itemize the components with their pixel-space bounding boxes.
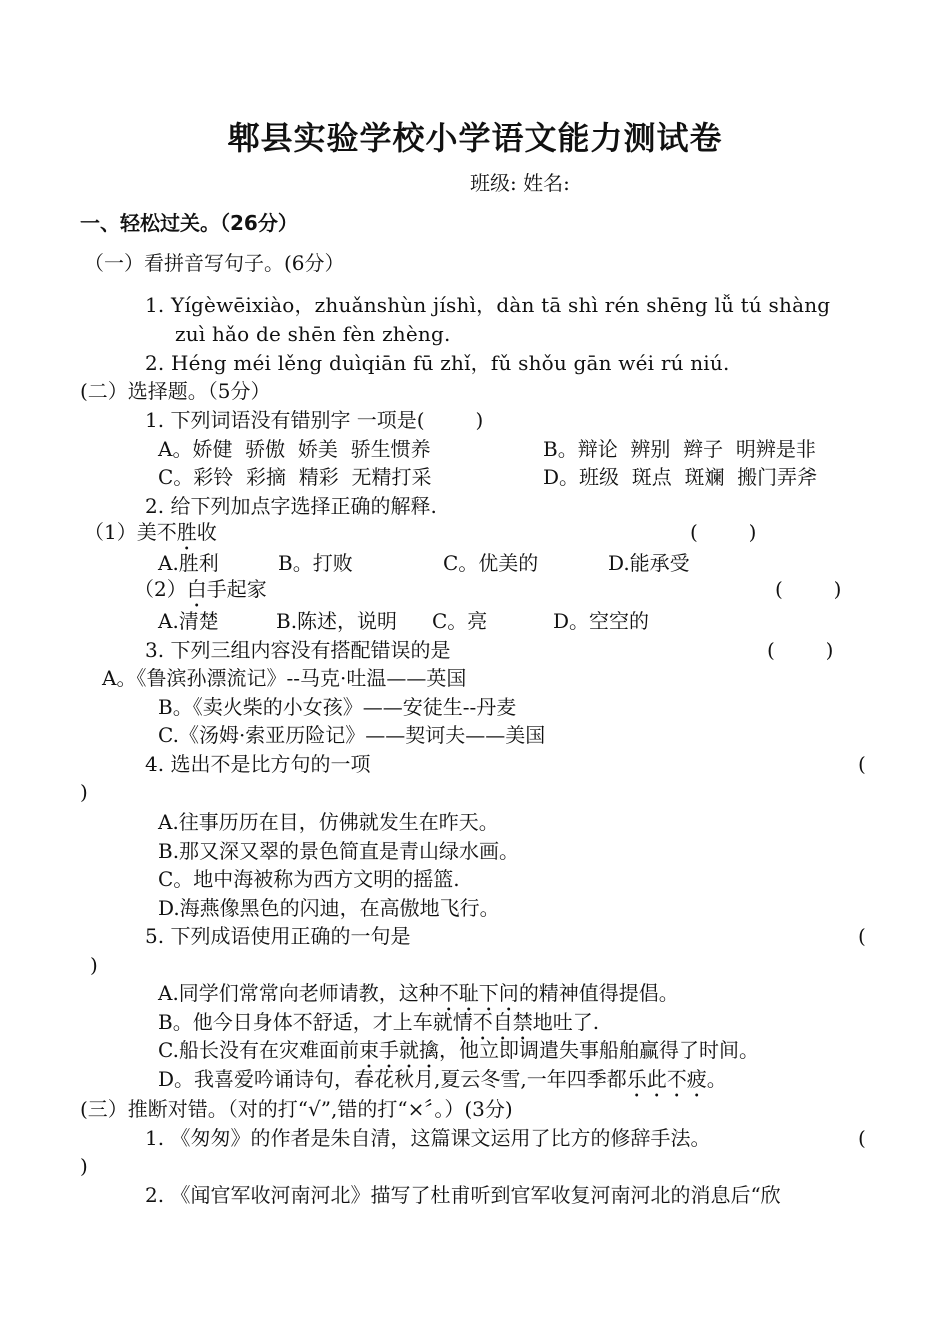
q4-option-c: C。地中海被称为西方文明的摇篮.: [158, 867, 460, 891]
q2-sub1-opt-d: D.能承受: [608, 551, 690, 575]
q4-option-b: B.那又深又翠的景色简直是青山绿水画。: [158, 839, 520, 863]
q2-sub1-answer-paren: ( ): [690, 520, 757, 544]
pinyin-q2: 2. Héng méi lěng duìqiān fū zhǐ，fǔ shǒu gān wéi rú niú.: [145, 351, 730, 375]
q2-stem: 2. 给下列加点字选择正确的解释.: [145, 494, 437, 518]
judge-q1-paren-open: (: [858, 1126, 866, 1150]
q2-sub2-opt-b: B.陈述，说明: [276, 609, 398, 633]
judge-q1: 1. 《匆匆》的作者是朱自清，这篇课文运用了比方的修辞手法。: [145, 1126, 711, 1150]
dotted-idiom: 情不自禁: [452, 1010, 533, 1034]
q5-option-c: C.船长没有在灾难面前束手就擒，他立即调遣失事船舶赢得了时间。: [158, 1038, 759, 1062]
q2-sub2-opt-a: A.清楚: [158, 609, 219, 633]
q3-option-a: A。《鲁滨孙漂流记》--马克·吐温——英国: [102, 666, 467, 690]
pinyin-q1-line2: zuì hǎo de shēn fèn zhèng.: [175, 322, 451, 346]
pinyin-q1-line1: 1. Yígèwēixiào，zhuǎnshùn jíshì，dàn tā shì rén shēng lǚ tú shàng: [145, 293, 831, 317]
q2-sub2: （2）白手起家: [134, 577, 267, 601]
q1-option-b: B。辩论 辨别 辫子 明辨是非: [543, 437, 816, 461]
q5-option-d: D。我喜爱吟诵诗句，春花秋月,夏云冬雪,一年四季都乐此不疲。: [158, 1067, 727, 1091]
q2-sub1-opt-b: B。打败: [278, 551, 353, 575]
q1-option-a: A。娇健 骄傲 娇美 骄生惯养: [158, 437, 431, 461]
q4-option-d: D.海燕像黑色的闪迪，在高傲地飞行。: [158, 896, 500, 920]
q2-sub1-opt-c: C。优美的: [443, 551, 539, 575]
q5-option-a: A.同学们常常向老师请教，这种不耻下问的精神值得提倡。: [158, 981, 679, 1005]
section-heading: 一、轻松过关。（26分）: [80, 211, 298, 235]
q5-paren-open: (: [858, 924, 866, 948]
q3-answer-paren: ( ): [767, 638, 834, 662]
part2-heading: (二）选择题。（5分）: [80, 379, 271, 403]
q2-sub2-opt-d: D。空空的: [553, 609, 650, 633]
q5-stem: 5. 下列成语使用正确的一句是: [145, 924, 411, 948]
q5-paren-close: ): [90, 953, 98, 977]
q4-option-a: A.往事历历在目，仿佛就发生在昨天。: [158, 810, 499, 834]
dotted-idiom: 不耻下问: [438, 981, 519, 1005]
part1-heading: （一）看拼音写句子。(6分）: [84, 251, 345, 275]
q2-sub2-answer-paren: ( ): [775, 577, 842, 601]
q4-paren-close: ): [80, 780, 88, 804]
q4-stem: 4. 选出不是比方句的一项: [145, 752, 371, 776]
q3-option-b: B。《卖火柴的小女孩》——安徒生--丹麦: [158, 695, 517, 719]
q4-paren-open: (: [858, 752, 866, 776]
q2-sub1: （1）美不胜收: [84, 520, 217, 544]
dotted-idiom: 乐此不疲: [626, 1067, 707, 1091]
dotted-char: 胜: [176, 520, 197, 544]
q5-option-b: B。他今日身体不舒适，才上车就情不自禁地吐了.: [158, 1010, 600, 1034]
q1-option-d: D。班级 斑点 斑斓 搬门弄斧: [543, 465, 818, 489]
class-name-line: 班级: 姓名:: [470, 171, 570, 195]
dotted-char: 白: [186, 577, 207, 601]
q3-option-c: C.《汤姆·索亚历险记》——契诃夫——美国: [158, 723, 546, 747]
q1-stem: 1. 下列词语没有错别字 一项是( ): [145, 408, 484, 432]
page-title: 郫县实验学校小学语文能力测试卷: [227, 119, 723, 157]
dotted-idiom: 束手就擒: [358, 1038, 439, 1062]
q2-sub2-opt-c: C。亮: [432, 609, 488, 633]
q3-stem: 3. 下列三组内容没有搭配错误的是: [145, 638, 451, 662]
judge-q2: 2. 《闻官军收河南河北》描写了杜甫听到官军收复河南河北的消息后“欣: [145, 1183, 781, 1207]
q1-option-c: C。彩铃 彩摘 精彩 无精打采: [158, 465, 432, 489]
part3-heading: (三）推断对错。（对的打“√”,错的打“×〞。）(3分): [80, 1097, 513, 1121]
judge-q1-paren-close: ): [80, 1154, 88, 1178]
q2-sub1-opt-a: A.胜利: [158, 551, 219, 575]
